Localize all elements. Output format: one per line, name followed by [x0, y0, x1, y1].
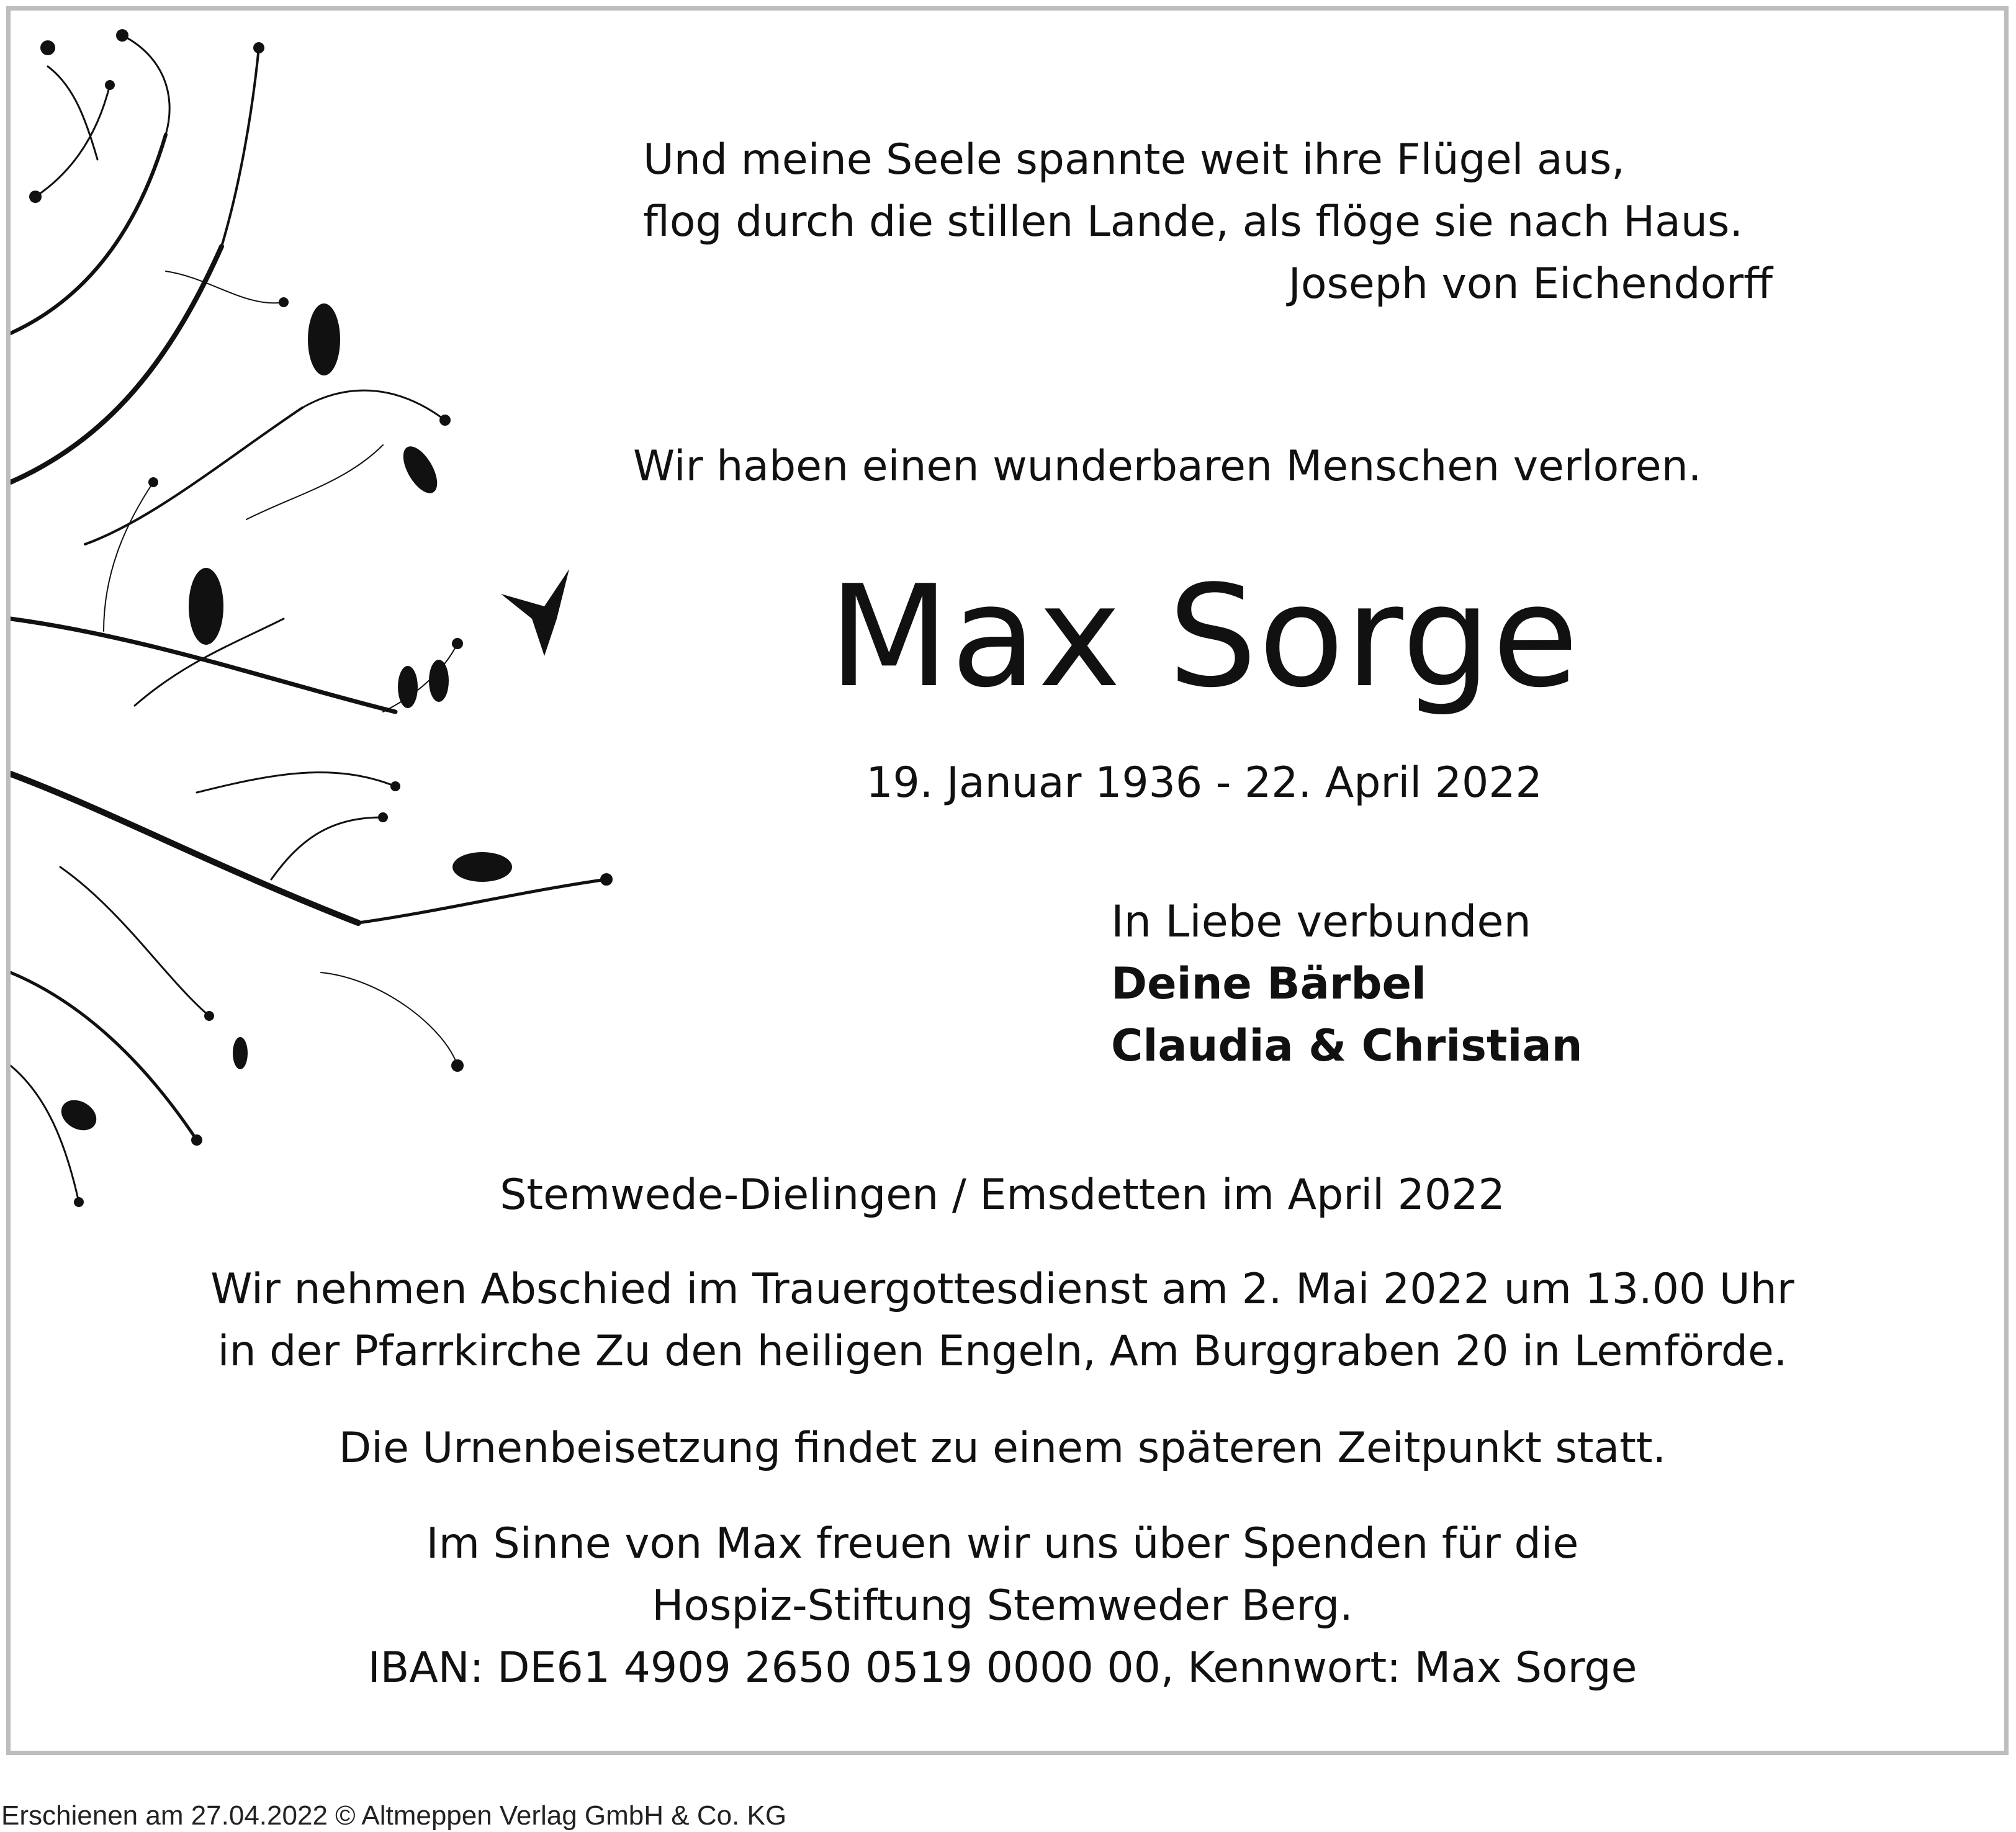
donation-line-2: Hospiz-Stiftung Stemweder Berg.: [652, 1581, 1353, 1630]
poem-line-1: Und meine Seele spannte weit ihre Flügel aus,: [643, 135, 1625, 184]
poem-line-2: flog durch die stillen Lande, als flöge sie nach Haus.: [643, 197, 1743, 246]
tree-branches-with-birds-illustration: [11, 11, 625, 1227]
signature-name-1: Deine Bärbel: [1111, 958, 1426, 1009]
service-line-2: in der Pfarrkirche Zu den heiligen Engeln, Am Burggraben 20 in Lemförde.: [217, 1327, 1788, 1376]
donation-line-3: IBAN: DE61 4909 2650 0519 0000 00, Kennwort: Max Sorge: [367, 1643, 1637, 1692]
loss-statement: Wir haben einen wunderbaren Menschen verloren.: [633, 442, 1702, 491]
poem-author: Joseph von Eichendorff: [1288, 259, 1773, 308]
publication-footer: Erschienen am 27.04.2022 © Altmeppen Verlag GmbH & Co. KG: [1, 1800, 787, 1831]
signature-name-2: Claudia & Christian: [1111, 1020, 1583, 1071]
donation-line-1: Im Sinne von Max freuen wir uns über Spenden für die: [426, 1519, 1579, 1568]
place-date: Stemwede-Dielingen / Emsdetten im April 2022: [500, 1170, 1505, 1219]
service-line-1: Wir nehmen Abschied im Trauergottesdienst am 2. Mai 2022 um 13.00 Uhr: [210, 1265, 1794, 1314]
deceased-name: Max Sorge: [828, 555, 1580, 719]
signature-intro: In Liebe verbunden: [1111, 896, 1531, 947]
life-dates: 19. Januar 1936 - 22. April 2022: [866, 758, 1542, 807]
urn-notice: Die Urnenbeisetzung findet zu einem späteren Zeitpunkt statt.: [338, 1424, 1667, 1473]
